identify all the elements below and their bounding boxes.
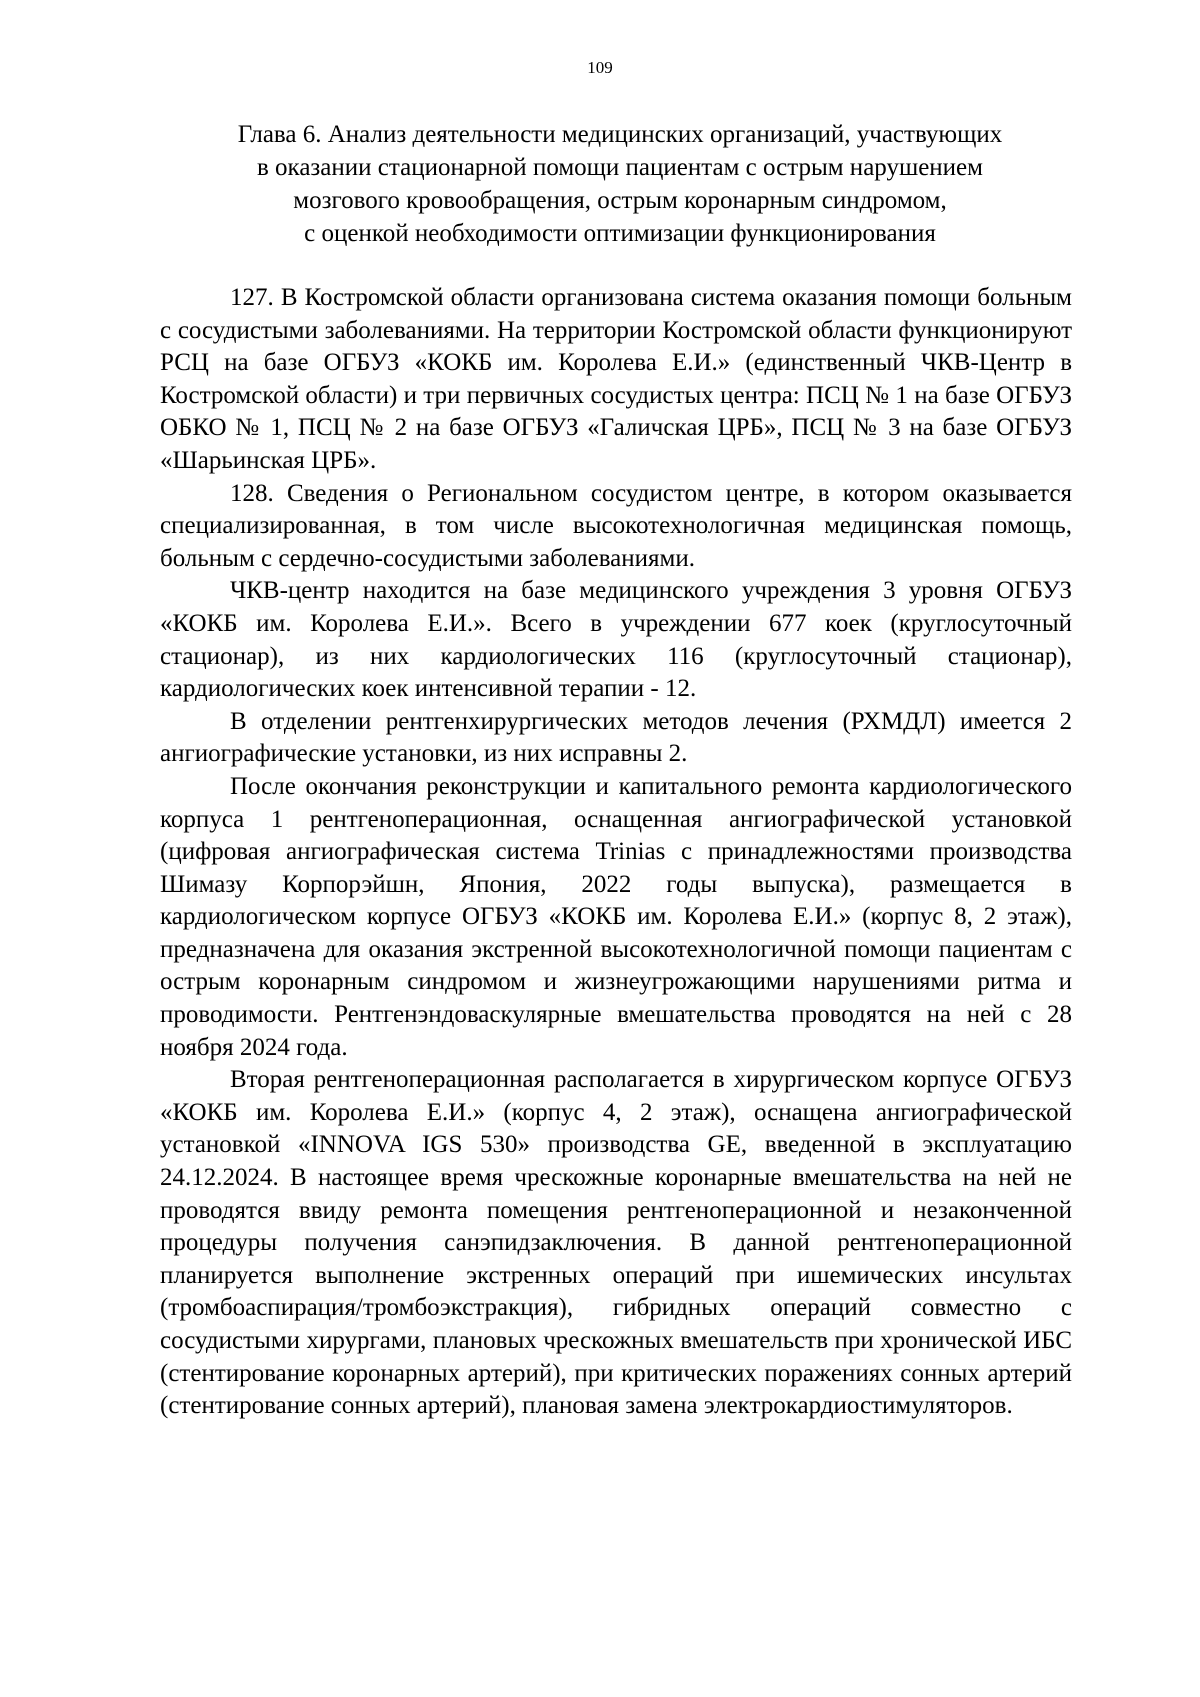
paragraph-pci-center: ЧКВ-центр находится на базе медицинского учреждения 3 уровня ОГБУЗ «КОКБ им. Королева Е.И.». Всего в учреждении 677 коек (круглосуточный стационар), из них кардиологических 116 (круглосуточный стационар), кардиологических коек интенсивной терапии - 12. — [160, 577, 1072, 703]
chapter-title-line: Глава 6. Анализ деятельности медицинских организаций, участвующих — [237, 121, 1003, 148]
chapter-title-line: мозгового кровообращения, острым коронарным синдромом, — [293, 187, 947, 214]
page-number: 109 — [587, 58, 613, 77]
chapter-title — [160, 118, 1080, 250]
body-text — [160, 282, 1072, 1423]
paragraph-second-operating-room: Вторая рентгеноперационная располагается в хирургическом корпусе ОГБУЗ «КОКБ им. Королева Е.И.» (корпус 4, 2 этаж), оснащена ангиографической установкой «INNOVA IGS 530» производства GE, введенной в эксплуатацию 24.12.2024. В настоящее время чрескожные коронарные вмешательства на ней не проводятся ввиду ремонта помещения рентгеноперационной и незаконченной процедуры получения санэпидзаключения. В данной рентгеноперационной планируется выполнение экстренных операций при ишемических инсультах (тромбоаспирация/тромбоэкстракция), гибридных операций совместно с сосудистыми хирургами, плановых чрескожных вмешательств при хронической ИБС (стентирование коронарных артерий), при критических поражениях сонных артерий (стентирование сонных артерий), плановая замена электрокардиостимуляторов. — [160, 1066, 1072, 1420]
paragraph-128: 128. Сведения о Региональном сосудистом центре, в котором оказывается специализированная, в том числе высокотехнологичная медицинская помощь, больным с сердечно-сосудистыми заболеваниями. — [160, 479, 1072, 572]
paragraph-127: 127. В Костромской области организована система оказания помощи больным с сосудистыми заболеваниями. На территории Костромской области функционируют РСЦ на базе ОГБУЗ «КОКБ им. Королева Е.И.» (единственный ЧКВ-Центр в Костромской области) и три первичных сосудистых центра: ПСЦ № 1 на базе ОГБУЗ ОБКО № 1, ПСЦ № 2 на базе ОГБУЗ «Галичская ЦРБ», ПСЦ № 3 на базе ОГБУЗ «Шарьинская ЦРБ». — [160, 284, 1072, 474]
chapter-title-line: с оценкой необходимости оптимизации функционирования — [304, 220, 936, 247]
paragraph-first-operating-room: После окончания реконструкции и капитального ремонта кардиологического корпуса 1 рентгеноперационная, оснащенная ангиографической установкой (цифровая ангиографическая система Trinias с принадлежностями производства Шимазу Корпорэйшн, Япония, 2022 годы выпуска), размещается в кардиологическом корпусе ОГБУЗ «КОКБ им. Королева Е.И.» (корпус 8, 2 этаж), предназначена для оказания экстренной высокотехнологичной помощи пациентам с острым коронарным синдромом и жизнеугрожающими нарушениями ритма и проводимости. Рентгенэндоваскулярные вмешательства проводятся на ней с 28 ноября 2024 года. — [160, 772, 1072, 1061]
paragraph-xray-surgery-department: В отделении рентгенхирургических методов лечения (РХМДЛ) имеется 2 ангиографические установки, из них исправны 2. — [160, 707, 1072, 768]
chapter-title-line: в оказании стационарной помощи пациентам с острым нарушением — [257, 154, 983, 181]
